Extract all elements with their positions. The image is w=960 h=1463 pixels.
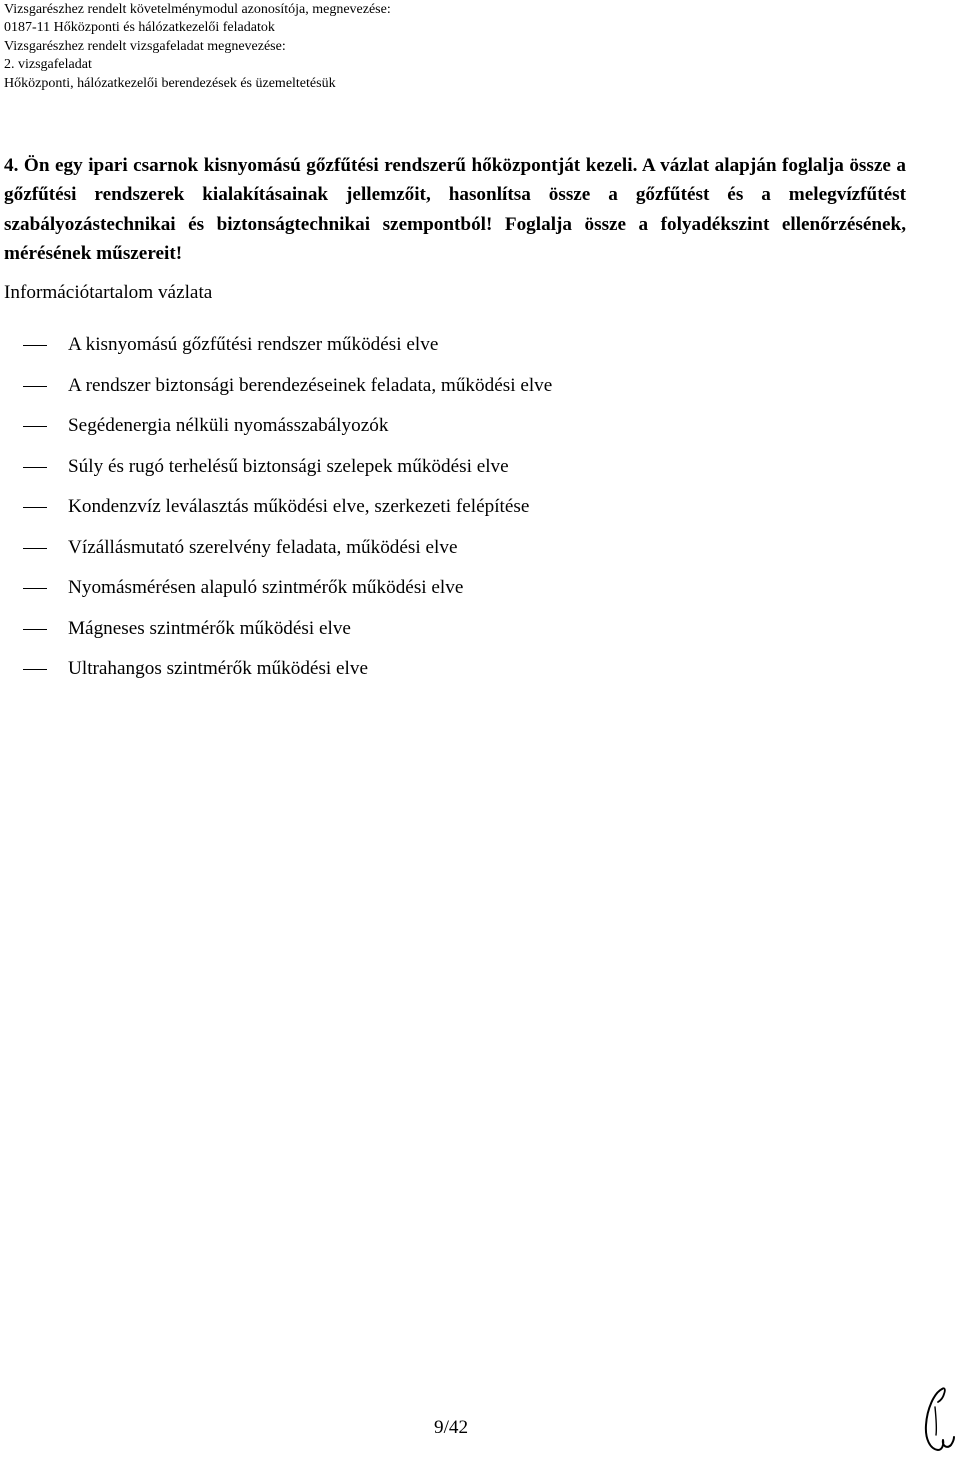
dash-bullet-icon	[23, 548, 47, 549]
header-task-name: Hőközponti, hálózatkezelői berendezések és üzemeltetésük	[4, 75, 336, 91]
dash-bullet-icon	[23, 345, 47, 346]
list-item-text: Mágneses szintmérők működési elve	[68, 617, 351, 639]
list-item-text: Ultrahangos szintmérők működési elve	[68, 658, 369, 679]
list-item-text: A kisnyomású gőzfűtési rendszer működési elve	[68, 334, 439, 355]
dash-bullet-icon	[23, 426, 47, 427]
list-item-text: Nyomásmérésen alapuló szintmérők működési elve	[68, 577, 464, 598]
dash-bullet-icon	[23, 507, 47, 508]
list-item-text: Segédenergia nélküli nyomásszabályozók	[68, 415, 389, 436]
list-item-text: Kondenzvíz leválasztás működési elve, szerkezeti felépítése	[68, 496, 530, 517]
page-number: 9/42	[434, 1417, 469, 1438]
header-task-label: Vizsgarészhez rendelt vizsgafeladat megnevezése:	[4, 38, 286, 54]
handwritten-signature-icon	[918, 1383, 956, 1458]
list-item-text: Súly és rugó terhelésű biztonsági szelepek működési elve	[68, 455, 509, 477]
dash-bullet-icon	[23, 669, 47, 670]
header-module-name: 0187-11 Hőközponti és hálózatkezelői feladatok	[4, 20, 275, 36]
outline-title: Információtartalom vázlata	[4, 282, 213, 303]
header-task-number: 2. vizsgafeladat	[4, 57, 92, 73]
dash-bullet-icon	[23, 386, 47, 387]
dash-bullet-icon	[23, 629, 47, 630]
header-module-label: Vizsgarészhez rendelt követelménymodul azonosítója, megnevezése:	[4, 2, 391, 17]
dash-bullet-icon	[23, 588, 47, 589]
dash-bullet-icon	[23, 467, 47, 468]
list-item-text: A rendszer biztonsági berendezéseinek feladata, működési elve	[68, 374, 553, 396]
task-statement: 4. Ön egy ipari csarnok kisnyomású gőzfűtési rendszerű hőközpontját kezeli. A vázlat alapján foglalja össze a gőzfűtési rendszerek kialakításainak jellemzőit, hasonlítsa össze a gőzfűtést és a melegvízfűtést szabályozástechnikai és biztonságtechnikai szempontból! Foglalja össze a folyadékszint ellenőrzésének, mérésének műszereit!	[4, 155, 906, 264]
document-header	[4, 1, 391, 93]
list-item-text: Vízállásmutató szerelvény feladata, működési elve	[68, 536, 458, 558]
